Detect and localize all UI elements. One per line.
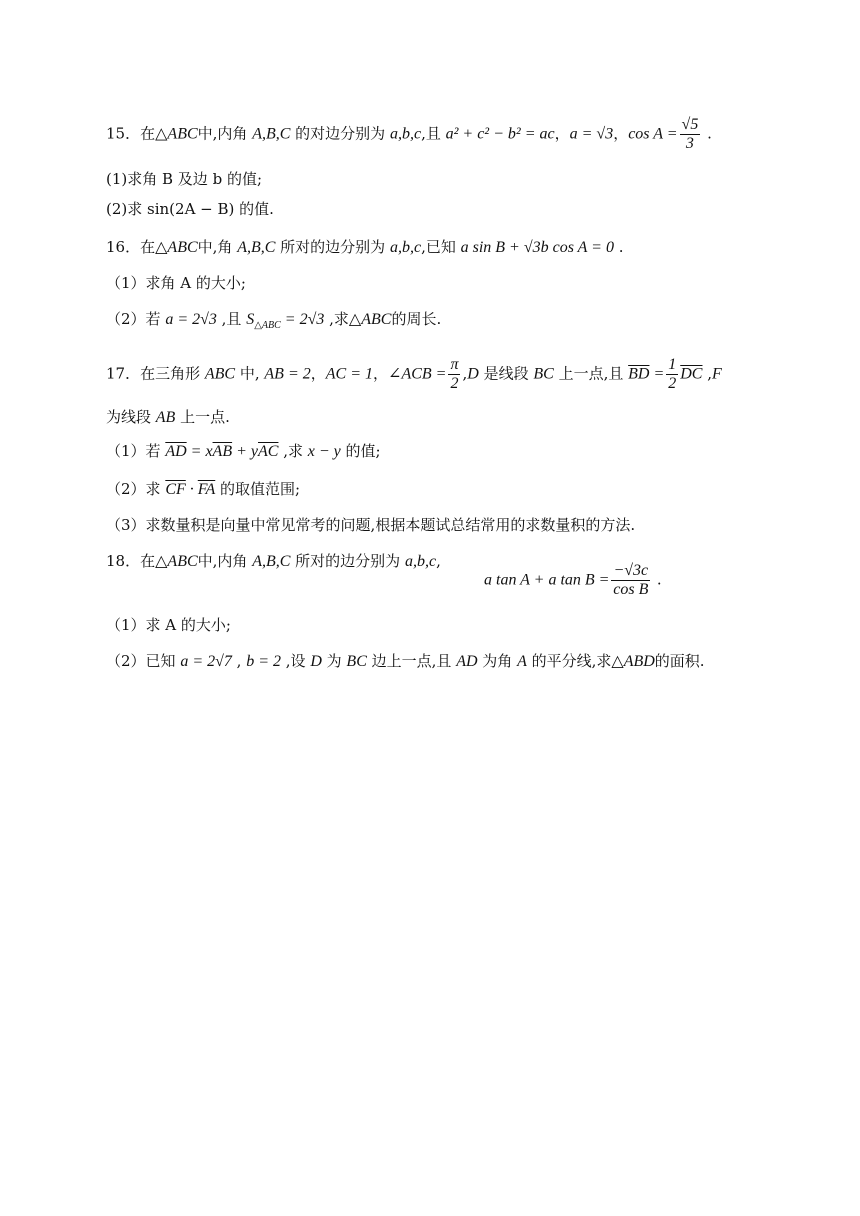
math-expr: D (310, 653, 322, 670)
problem-text-part: 的对边分别为 (290, 124, 390, 143)
problem-text-part: √5 (681, 116, 699, 133)
math-expr: AB (155, 409, 176, 426)
problem-16-part-1: （1）求角 A 的大小; (106, 274, 246, 292)
problem-text-part: ,已知 (421, 238, 461, 256)
problem-text-part: ， (373, 364, 389, 383)
problem-text-part: 为角 (477, 652, 518, 670)
math-expr: · (185, 481, 198, 498)
problem-text-part: 为 (321, 652, 347, 670)
problem-text-part: 所对的边分别为 (275, 238, 390, 256)
problem-text-part: cos B (613, 581, 649, 598)
problem-text-part: 上一点,且 (553, 364, 629, 383)
problem-text-part: . (652, 570, 662, 589)
math-expr: x − y (307, 443, 341, 460)
math-expr: F (712, 365, 722, 383)
math-expr: a,b,c (404, 553, 437, 570)
math-expr: BC (533, 365, 554, 383)
math-expr: A (517, 653, 527, 670)
math-expr: a,b,c (389, 125, 422, 143)
problem-text-part: ， (554, 124, 570, 143)
problem-text-part: 在三角形 (140, 364, 205, 383)
problem-text-part: ,求 (278, 442, 308, 460)
problem-text-part: （2）若 (106, 310, 166, 328)
math-expr: a² + c² − b² = ac (445, 125, 555, 143)
problem-text-part: 3 (685, 135, 694, 152)
problem-text-part: −√3c (613, 562, 649, 579)
problem-text-part: （2）已知 (106, 652, 181, 670)
vector-fa: $\overline{FA}$ (197, 481, 216, 498)
problem-text-part: 中,内角 (197, 552, 253, 570)
problem-text-part: 的面积. (654, 652, 705, 670)
math-expr: ∠ACB = (388, 365, 447, 383)
problem-text-part: 的周长. (391, 310, 442, 328)
problem-text-part: 边上一点,且 (366, 652, 457, 670)
problem-number: 15． (106, 124, 141, 143)
math-expr: BC (346, 653, 367, 670)
problem-17-part-1 (106, 440, 381, 463)
vector-ab: $\overline{AB}$ (212, 443, 233, 460)
math-expr: a = √3 (569, 125, 614, 143)
problem-text-part: , (231, 652, 247, 670)
math-expr: b = 2 (246, 653, 281, 670)
math-expr: A,B,C (237, 239, 276, 256)
problem-text-part: 在 (140, 238, 156, 256)
math-expr: △ABD (611, 653, 655, 670)
math-expr: cos A = (628, 125, 678, 143)
math-expr: AD (456, 653, 478, 670)
problem-text-part: ,求 (324, 310, 349, 328)
vector-ac: $\overline{AC}$ (258, 443, 279, 460)
problem-text-part: ,设 (281, 652, 311, 670)
problem-18-equation (484, 562, 662, 599)
math-expr: AC = 1 (325, 365, 374, 383)
fraction (611, 562, 650, 599)
problem-text-part: π (450, 356, 459, 373)
problem-text-part: . (613, 238, 624, 256)
problem-15-statement (106, 116, 712, 153)
problem-text-part: 中, (235, 364, 265, 383)
math-expr: △ABC (155, 239, 198, 256)
problem-number: 17． (106, 364, 141, 383)
problem-18-part-2 (106, 650, 705, 673)
problem-text-part: 所对的边分别为 (290, 552, 405, 570)
problem-text-part: （1）若 (106, 442, 166, 460)
problem-text-part: 中,内角 (197, 124, 253, 143)
math-expr: a,b,c (389, 239, 422, 256)
problem-text-part: ， (310, 364, 326, 383)
math-expr: + y (232, 443, 258, 460)
math-expr: $S_{\triangle ABC} = 2√3$ (246, 311, 325, 332)
problem-text-part: 在 (140, 124, 156, 143)
problem-18-statement (106, 550, 441, 573)
problem-text-part: , (436, 552, 441, 570)
problem-text-part: 中,角 (197, 238, 238, 256)
math-expr: a = 2√3 (165, 311, 217, 328)
fraction (680, 116, 701, 153)
problem-text-part: ,且 (216, 310, 247, 328)
math-expr: a tan A + a tan B = (484, 571, 610, 589)
problem-text-part: , (462, 364, 468, 383)
problem-17-continuation (106, 406, 230, 429)
fraction (448, 356, 460, 393)
fraction (666, 356, 678, 393)
problem-text-part: 的值; (340, 442, 381, 460)
problem-16-part-2 (106, 308, 441, 337)
problem-number: 16． (106, 238, 141, 256)
math-expr: △ABC (348, 311, 392, 328)
vector-bd: $\overline{BD}$ (628, 365, 650, 383)
vector-ad: $\overline{AD}$ (165, 443, 187, 460)
math-expr: A,B,C (252, 553, 291, 570)
problem-text-part: 2 (450, 375, 459, 392)
problem-text-part: 为线段 (106, 408, 156, 426)
problem-text-part: . (702, 124, 712, 143)
problem-16-statement (106, 236, 624, 259)
problem-15-part-2: (2)求 sin(2A − B) 的值. (106, 200, 274, 218)
problem-15-part-1: (1)求角 B 及边 b 的值; (106, 170, 262, 188)
math-expr: a sin B + √3b cos A = 0 (460, 239, 614, 256)
problem-text-part: ,且 (421, 124, 446, 143)
math-expr: A,B,C (252, 125, 291, 143)
problem-text-part: （2）求 (106, 480, 166, 498)
problem-18-part-1: （1）求 A 的大小; (106, 616, 231, 634)
problem-17-statement (106, 356, 722, 393)
problem-text-part: , (702, 364, 713, 383)
problem-text-part: 1 (668, 356, 677, 373)
problem-text-part: ， (613, 124, 629, 143)
math-expr: a = 2√7 (180, 653, 232, 670)
problem-number: 18． (106, 552, 141, 570)
math-expr: ABC (204, 365, 236, 383)
problem-text-part: 在 (140, 552, 156, 570)
problem-text-part: 的取值范围; (215, 480, 301, 498)
math-expr: △ABC (155, 553, 198, 570)
problem-text-part: 上一点. (175, 408, 230, 426)
math-expr: = x (186, 443, 213, 460)
math-expr: = (649, 365, 665, 383)
problem-17-part-3: （3）求数量积是向量中常见常考的问题,根据本题试总结常用的求数量积的方法. (106, 516, 636, 534)
problem-text-part: 2 (668, 375, 677, 392)
problem-text-part: 是线段 (478, 364, 534, 383)
math-expr: D (467, 365, 479, 383)
vector-cf: $\overline{CF}$ (165, 481, 186, 498)
math-expr: AB = 2 (264, 365, 311, 383)
problem-text-part: 的平分线,求 (526, 652, 612, 670)
vector-dc: $\overline{DC}$ (680, 365, 703, 383)
problem-17-part-2 (106, 478, 300, 501)
math-expr: △ABC (155, 125, 198, 143)
